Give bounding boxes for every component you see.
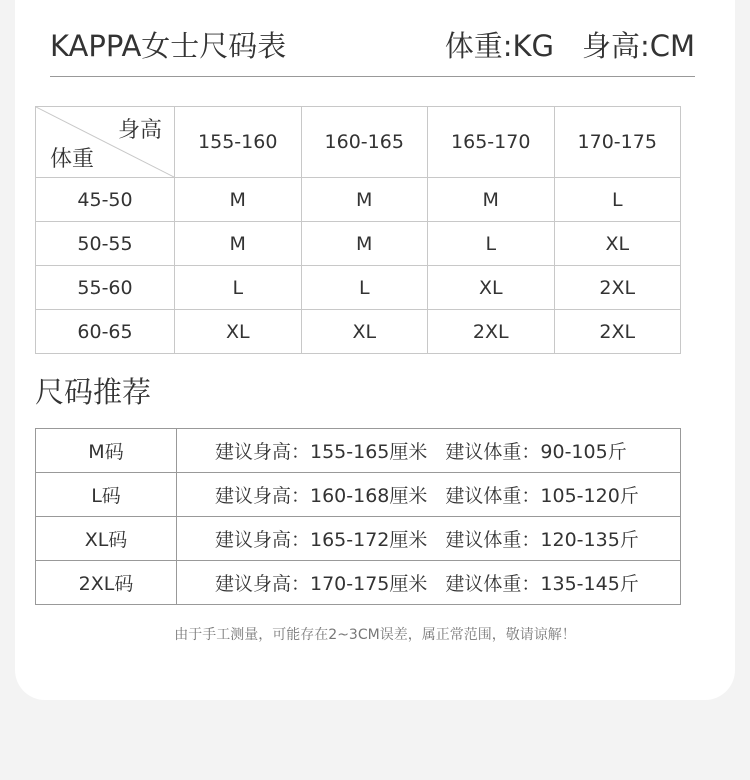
size-cell: 2XL (554, 310, 681, 354)
corner-weight-label: 体重 (50, 147, 95, 172)
size-cell: M (428, 178, 555, 222)
corner-cell (36, 107, 175, 178)
size-cell: L (554, 178, 681, 222)
size-cell: XL (175, 310, 302, 354)
table-row (36, 429, 681, 473)
size-cell: XL (301, 310, 428, 354)
size-cell: L (428, 222, 555, 266)
size-cell: M (301, 178, 428, 222)
recommend-detail-cell (177, 561, 681, 605)
measurement-note: 由于手工测量，可能存在2~3CM误差，属正常范围，敬请谅解！ (174, 627, 576, 643)
table-row (36, 178, 681, 222)
weight-unit: 体重:KG (444, 29, 554, 63)
table-row (36, 266, 681, 310)
table-row (36, 561, 681, 605)
recommend-height: 建议身高：165-172厘米 (215, 529, 428, 551)
recommend-weight: 建议体重：135-145斤 (445, 573, 639, 595)
weight-range-cell: 55-60 (36, 266, 175, 310)
page-title: KAPPA女士尺码表 (50, 29, 287, 63)
recommend-detail-cell (177, 473, 681, 517)
recommend-table (35, 428, 681, 605)
header (50, 26, 695, 77)
table-row (36, 473, 681, 517)
height-range-header: 165-170 (428, 107, 555, 178)
corner-height-label: 身高 (117, 118, 162, 143)
recommend-title: 尺码推荐 (35, 375, 152, 409)
weight-range-cell: 50-55 (36, 222, 175, 266)
size-cell: M (175, 178, 302, 222)
recommend-detail-cell (177, 517, 681, 561)
height-range-header: 160-165 (301, 107, 428, 178)
unit-labels (445, 26, 695, 66)
weight-range-cell: 45-50 (36, 178, 175, 222)
recommend-size-cell: XL码 (36, 517, 177, 561)
table-row (36, 310, 681, 354)
recommend-weight: 建议体重：105-120斤 (445, 485, 639, 507)
recommend-height: 建议身高：160-168厘米 (215, 485, 428, 507)
weight-range-cell: 60-65 (36, 310, 175, 354)
height-unit: 身高:CM (581, 29, 695, 63)
recommend-size-cell: 2XL码 (36, 561, 177, 605)
recommend-height: 建议身高：170-175厘米 (215, 573, 428, 595)
size-cell: M (301, 222, 428, 266)
size-chart-header-row (36, 107, 681, 178)
table-row (36, 222, 681, 266)
size-cell: L (301, 266, 428, 310)
height-range-header: 155-160 (175, 107, 302, 178)
size-cell: L (175, 266, 302, 310)
recommend-size-cell: L码 (36, 473, 177, 517)
size-cell: M (175, 222, 302, 266)
recommend-weight: 建议体重：120-135斤 (445, 529, 639, 551)
size-cell: 2XL (428, 310, 555, 354)
size-cell: XL (428, 266, 555, 310)
recommend-size-cell: M码 (36, 429, 177, 473)
height-range-header: 170-175 (554, 107, 681, 178)
size-chart-table (35, 106, 681, 354)
recommend-weight: 建议体重：90-105斤 (445, 441, 627, 463)
size-cell: 2XL (554, 266, 681, 310)
table-row (36, 517, 681, 561)
size-cell: XL (554, 222, 681, 266)
recommend-height: 建议身高：155-165厘米 (215, 441, 428, 463)
recommend-detail-cell (177, 429, 681, 473)
